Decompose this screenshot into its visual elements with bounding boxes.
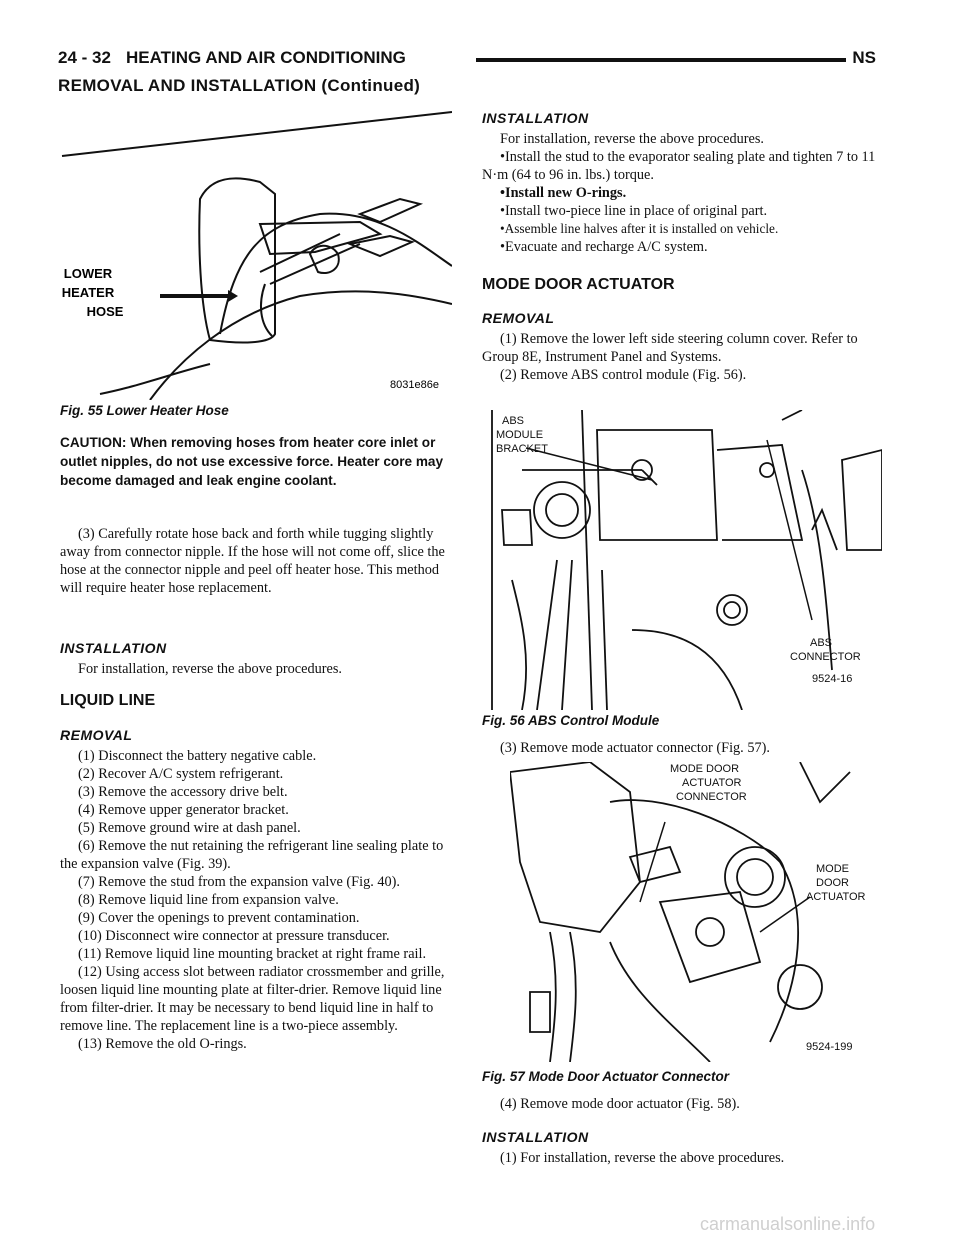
removal-step: (7) Remove the stud from the expansion valve (Fig. 40). (78, 874, 401, 890)
fig55-illustration (60, 104, 452, 400)
removal-step: (12) Using access slot between radiator crossmember and grille, loosen liquid line mounting plate at filter-drier. Remove liquid line from filter-drier. It may be necessary to bend liquid line in half to remove line. The replacement line is a two-piece assembly. (60, 964, 445, 1034)
mode-door-actuator-heading: MODE DOOR ACTUATOR (482, 276, 675, 293)
removal-step-1: (1) Remove the lower left side steering column cover. Refer to Group 8E, Instrument Panel and Systems. (482, 331, 858, 365)
section-title: HEATING AND AIR CONDITIONING (126, 48, 406, 67)
removal-step: (3) Remove the accessory drive belt. (78, 784, 288, 800)
removal-steps-list (60, 747, 458, 1053)
removal-step: (1) Disconnect the battery negative cable. (78, 748, 317, 764)
removal-step: (8) Remove liquid line from expansion valve. (78, 892, 339, 908)
removal-step: (11) Remove liquid line mounting bracket at right frame rail. (78, 946, 427, 962)
installation-intro: For installation, reverse the above procedures. (500, 131, 765, 147)
fig57-label-a1: MODE DOOR (670, 763, 740, 775)
step-3-text (60, 525, 458, 597)
fig56-label-b1: ABS (810, 637, 833, 649)
fig55-code: 8031e86e (390, 379, 439, 391)
removal-step: (6) Remove the nut retaining the refrigerant line sealing plate to the expansion valve (Fig. 39). (60, 838, 444, 872)
fig57-caption: Fig. 57 Mode Door Actuator Connector (482, 1069, 730, 1084)
fig56-label-a1: ABS (502, 415, 525, 427)
fig56-illustration (482, 410, 882, 710)
bullet-text: Assemble line halves after it is installed on vehicle. (504, 221, 779, 236)
watermark: carmanualsonline.info (700, 1214, 876, 1234)
fig56-label-a3: BRACKET (496, 443, 548, 455)
removal-heading-left: REMOVAL (60, 727, 133, 743)
fig55-label-3: HOSE (86, 304, 124, 319)
installation-heading-right-2: INSTALLATION (482, 1129, 589, 1145)
removal-step: (4) Remove upper generator bracket. (78, 802, 289, 818)
fig56-label-a2: MODULE (496, 429, 544, 441)
header-rule (476, 58, 846, 62)
bullet-text: Install the stud to the evaporator sealing plate and tighten 7 to 11 N·m (64 to 96 in. lbs.) torque. (482, 149, 876, 183)
fig56-code: 9524-16 (812, 673, 853, 685)
removal-step-3: (3) Remove mode actuator connector (Fig. 57). (500, 740, 770, 756)
liquid-line-heading: LIQUID LINE (60, 692, 156, 709)
installation-block-right-2 (482, 1149, 882, 1167)
fig56-label-b2: CONNECTOR (790, 651, 861, 663)
page-number: 24 - 32 (58, 48, 111, 67)
installation-bullet: •Evacuate and recharge A/C system. (500, 239, 708, 255)
continued-heading: REMOVAL AND INSTALLATION (Continued) (58, 76, 421, 95)
installation-bullet: •Assemble line halves after it is installed on vehicle. (500, 221, 779, 236)
removal-step: (10) Disconnect wire connector at pressure transducer. (78, 928, 390, 944)
removal-heading-right: REMOVAL (482, 310, 555, 326)
bullet-text: Install new O-rings. (505, 185, 627, 201)
caution-note: CAUTION: When removing hoses from heater core inlet or outlet nipples, do not use excessive force. Heater core may become damaged and leak engine coolant. (60, 435, 444, 488)
fig57-code: 9524-199 (806, 1041, 853, 1053)
removal-step-2: (2) Remove ABS control module (Fig. 56). (500, 367, 747, 383)
fig57-label-b2: DOOR (816, 877, 849, 889)
installation-step-1: (1) For installation, reverse the above procedures. (500, 1150, 785, 1166)
fig57-label-a2: ACTUATOR (682, 777, 742, 789)
removal-step: (5) Remove ground wire at dash panel. (78, 820, 301, 836)
bullet-text: Install two-piece line in place of original part. (505, 203, 768, 219)
installation-heading-left: INSTALLATION (60, 640, 167, 656)
installation-block-right (482, 130, 882, 256)
mode-door-step-3 (482, 739, 882, 757)
fig57-label-b3: ACTUATOR (806, 891, 866, 903)
fig55-label-1: LOWER (63, 266, 113, 281)
installation-paragraph-left: For installation, reverse the above procedures. (78, 661, 343, 677)
fig57-illustration (510, 762, 880, 1062)
removal-step: (2) Recover A/C system refrigerant. (78, 766, 284, 782)
removal-step: (9) Cover the openings to prevent contamination. (78, 910, 360, 926)
installation-bullet: •Install the stud to the evaporator sealing plate and tighten 7 to 11 N·m (64 to 96 in. lbs.) torque. (482, 149, 876, 183)
installation-heading-right: INSTALLATION (482, 110, 589, 126)
installation-text-left (60, 660, 458, 678)
fig55-caption: Fig. 55 Lower Heater Hose (60, 403, 229, 418)
removal-step: (13) Remove the old O-rings. (78, 1036, 247, 1052)
fig55-label-2: HEATER (61, 285, 115, 300)
mode-door-removal-steps (482, 330, 882, 384)
removal-step-4: (4) Remove mode door actuator (Fig. 58). (500, 1096, 740, 1112)
mode-door-step-4 (482, 1095, 882, 1113)
bullet-text: Evacuate and recharge A/C system. (505, 239, 708, 255)
section-code: NS (852, 48, 876, 67)
fig57-label-b1: MODE (816, 863, 849, 875)
fig56-caption: Fig. 56 ABS Control Module (482, 713, 660, 728)
fig57-label-a3: CONNECTOR (676, 791, 747, 803)
page-header (58, 48, 876, 76)
installation-bullet: •Install two-piece line in place of original part. (500, 203, 768, 219)
installation-bullet: •Install new O-rings. (500, 185, 627, 201)
step-3-paragraph: (3) Carefully rotate hose back and forth while tugging slightly away from connector nipple. If the hose will not come off, slice the hose at the connector nipple and peel off heater hose. This method will require heater hose replacement. (60, 526, 445, 596)
